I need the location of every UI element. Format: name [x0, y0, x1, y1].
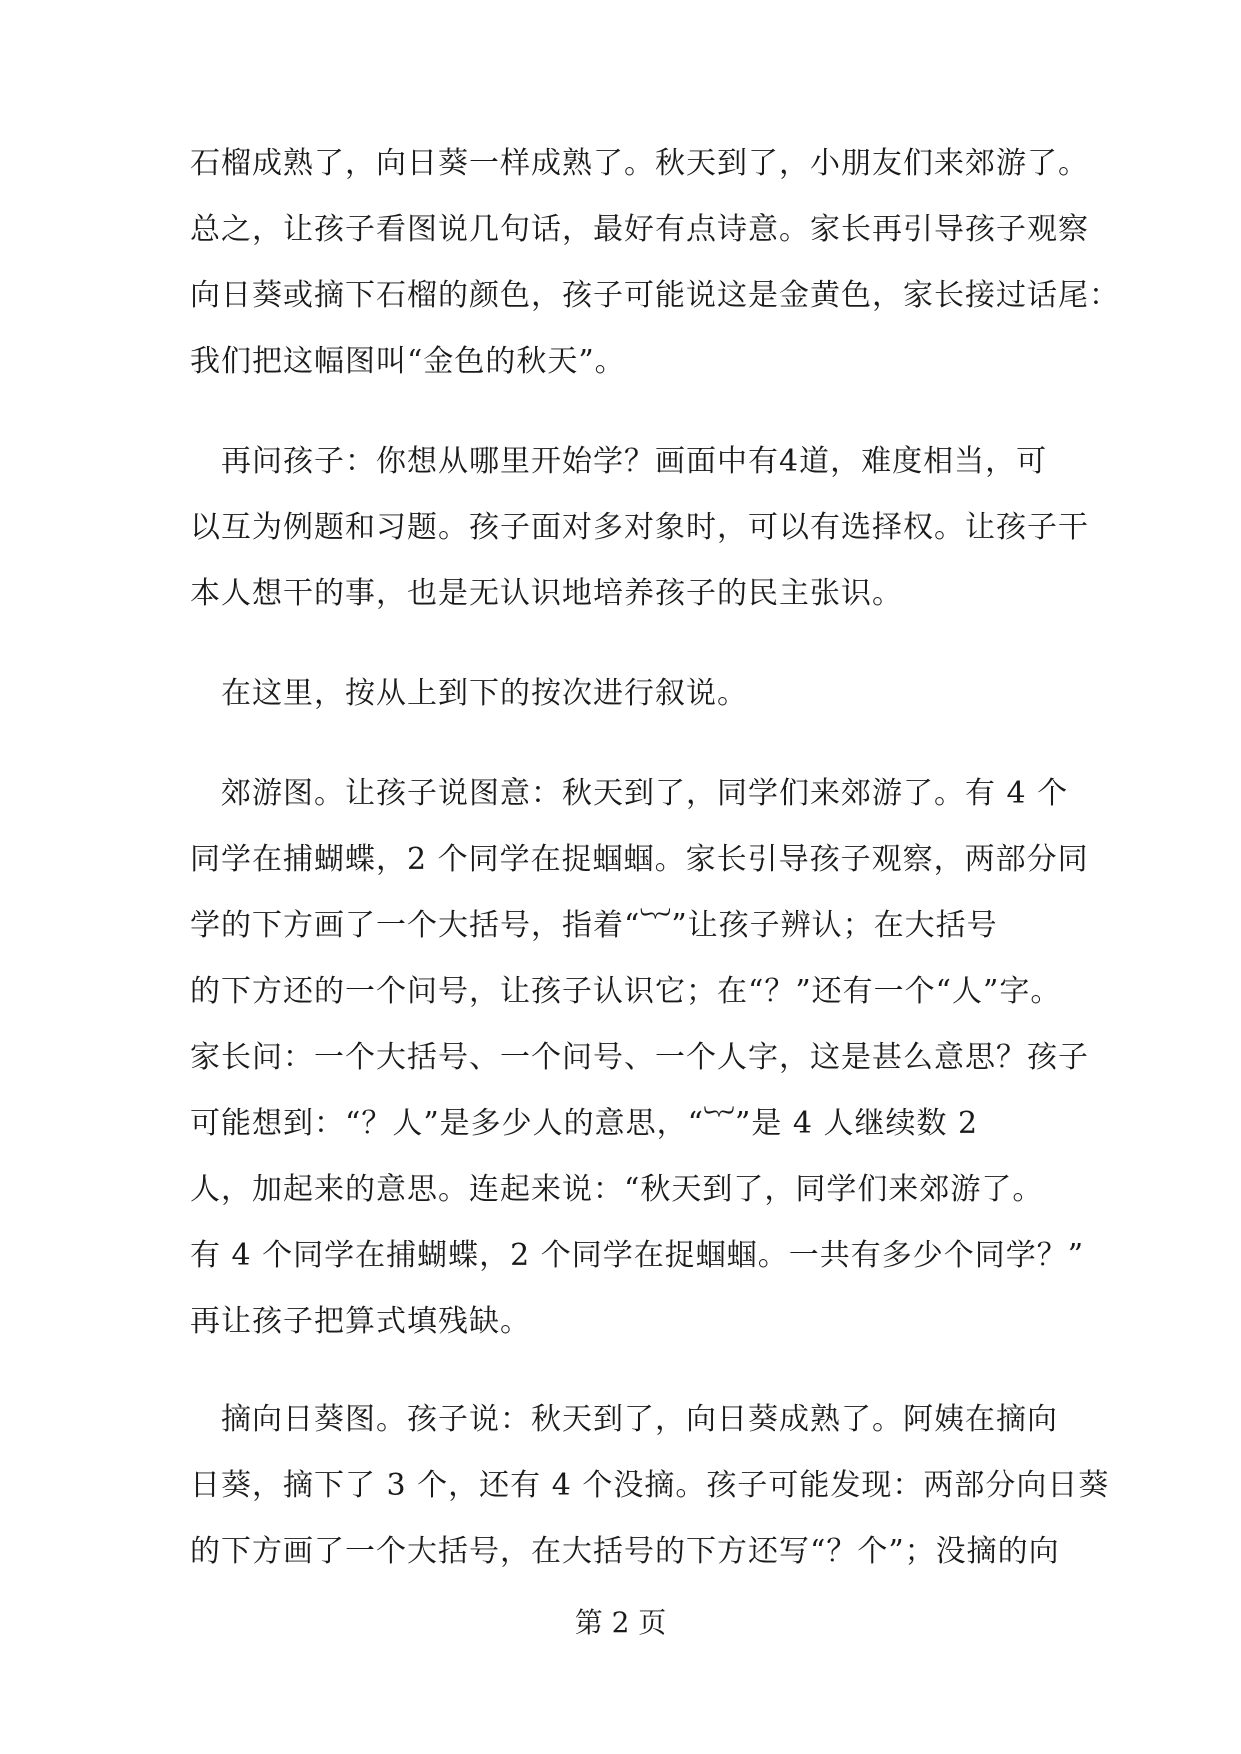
paragraph-2-line-3: 本人想干的事，也是无认识地培养孩子的民主张识。	[190, 576, 903, 611]
paragraph-1-line-2: 总之，让孩子看图说几句话，最好有点诗意。家长再引导孩子观察	[190, 212, 1089, 247]
paragraph-5-line-3: 的下方画了一个大括号，在大括号的下方还写“？个”；没摘的向	[190, 1534, 1060, 1569]
paragraph-4-line-7: 人，加起来的意思。连起来说：“秋天到了，同学们来郊游了。	[190, 1172, 1044, 1207]
paragraph-1-line-4: 我们把这幅图叫“金色的秋天”。	[190, 344, 626, 379]
paragraph-4-line-5: 家长问：一个大括号、一个问号、一个人字，这是甚么意思？孩子	[190, 1040, 1089, 1075]
paragraph-2-line-1: 再问孩子：你想从哪里开始学？画面中有4道，难度相当，可	[190, 444, 1048, 479]
paragraph-5-line-2: 日葵，摘下了 3 个，还有 4 个没摘。孩子可能发现：两部分向日葵	[190, 1468, 1110, 1503]
paragraph-4-line-9: 再让孩子把算式填残缺。	[190, 1304, 531, 1339]
page-number: 第 2 页	[574, 1606, 667, 1639]
paragraph-4-line-2: 同学在捕蝴蝶，2 个同学在捉蝈蝈。家长引导孩子观察，两部分同	[190, 842, 1089, 877]
paragraph-3-line-1: 在这里，按从上到下的按次进行叙说。	[190, 676, 748, 711]
paragraph-4-line-3: 学的下方画了一个大括号，指着“︸”让孩子辨认；在大括号	[190, 908, 998, 943]
paragraph-4-line-1: 郊游图。让孩子说图意：秋天到了，同学们来郊游了。有 4 个	[190, 776, 1069, 811]
paragraph-4-line-4: 的下方还的一个问号，让孩子认识它；在“？”还有一个“人”字。	[190, 974, 1062, 1009]
paragraph-5-line-1: 摘向日葵图。孩子说：秋天到了，向日葵成熟了。阿姨在摘向	[190, 1402, 1058, 1437]
paragraph-1-line-1: 石榴成熟了，向日葵一样成熟了。秋天到了，小朋友们来郊游了。	[190, 146, 1089, 181]
paragraph-2-line-2: 以互为例题和习题。孩子面对多对象时，可以有选择权。让孩子干	[190, 510, 1089, 545]
paragraph-4-line-8: 有 4 个同学在捕蝴蝶，2 个同学在捉蝈蝈。一共有多少个同学？”	[190, 1238, 1085, 1273]
paragraph-4-line-6: 可能想到：“？人”是多少人的意思，“︸”是 4 人继续数 2	[190, 1106, 979, 1141]
paragraph-1-line-3: 向日葵或摘下石榴的颜色，孩子可能说这是金黄色，家长接过话尾：	[190, 278, 1120, 313]
